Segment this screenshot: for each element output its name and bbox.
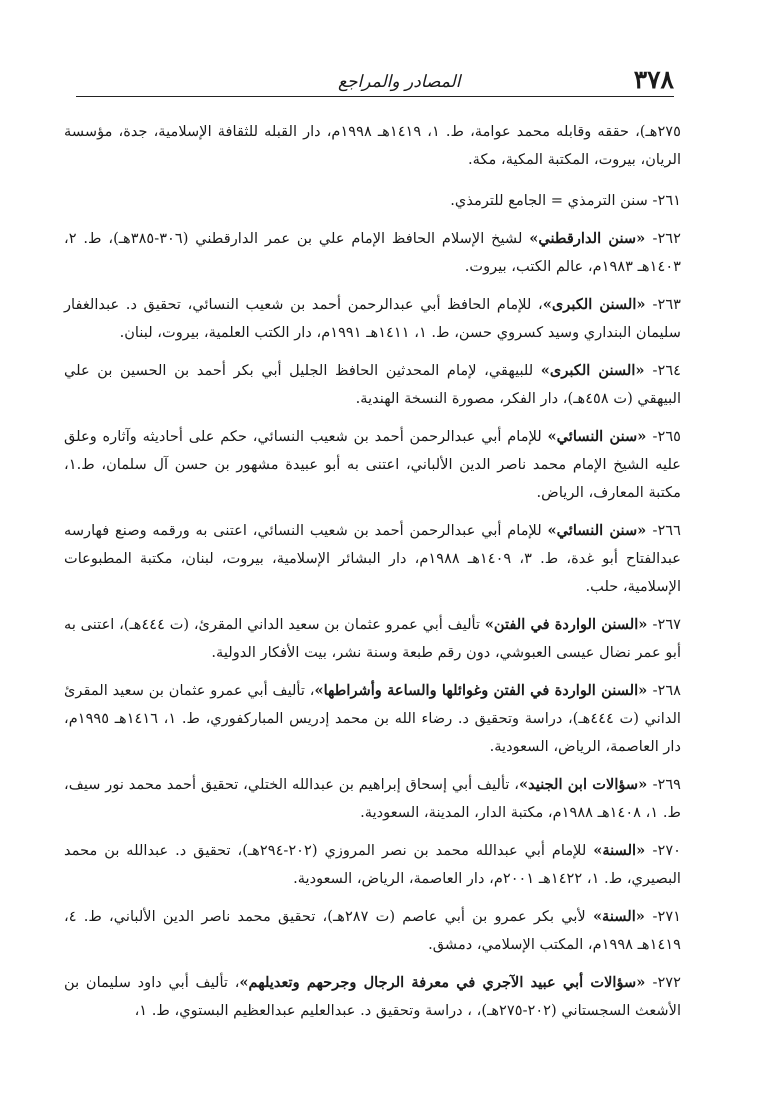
entry-details: للإمام أبي عبدالله محمد بن نصر المروزي (٢٠٢-٢٩٤هـ)، تحقيق د. عبدالله بن محمد البصيري، ط. ١، ١٤٢٢هـ ٢٠٠١م، دار العاصمة، الرياض، السعودية. [64, 842, 681, 887]
entry-title: «سنن الدارقطني» [529, 230, 653, 247]
bibliography-entry-263 [64, 291, 681, 347]
entry-details: ، تأليف أبي عمرو عثمان بن سعيد المقرئ الداني (ت ٤٤٤هـ)، دراسة وتحقيق د. رضاء الله بن محمد إدريس المباركفوري، ط. ١، ١٤١٦هـ ١٩٩٥م، دار العاصمة، الرياض، السعودية. [64, 682, 681, 755]
entry-number: ٢٧١- [652, 908, 681, 925]
bibliography-entry-264 [64, 357, 681, 413]
page-header [76, 62, 674, 97]
entry-title: «السنن الواردة في الفتن وغوائلها والساعة وأشراطها» [314, 682, 653, 699]
entry-number: ٢٦٥- [652, 428, 681, 445]
entry-title: «السنن الكبرى» [540, 362, 653, 379]
entry-title: «سنن النسائي» [547, 428, 653, 445]
entry-number: ٢٦٩- [652, 776, 682, 793]
bibliography-entry-271 [64, 903, 681, 959]
bibliography-entry-265 [64, 423, 681, 507]
entry-details: للإمام أبي عبدالرحمن أحمد بن شعيب النسائي، اعتنى به ورقمه وصنع فهارسه عبدالفتاح أبو غدة، ط. ٣، ١٤٠٩هـ ١٩٨٨م، دار البشائر الإسلامية، بيروت، لبنان، مكتبة المطبوعات الإسلامية، حلب. [64, 522, 681, 595]
bibliography-entry-270 [64, 837, 681, 893]
running-title: المصادر والمراجع [338, 72, 461, 92]
bibliography-entry-268 [64, 677, 681, 761]
entry-number: ٢٧٠- [652, 842, 681, 859]
entry-details: لشيخ الإسلام الحافظ الإمام علي بن عمر الدارقطني (٣٠٦-٣٨٥هـ)، ط. ٢، ١٤٠٣هـ ١٩٨٣م، عالم الكتب، بيروت. [64, 230, 681, 275]
bibliography-entry-continuation [64, 118, 681, 174]
bibliography-entry-261 [64, 187, 681, 215]
bibliography-entry-272 [64, 969, 681, 1025]
entry-title: «السنن الواردة في الفتن» [484, 616, 653, 633]
entry-details: للبيهقي، لإمام المحدثين الحافظ الجليل أبي بكر أحمد بن الحسين بن علي البيهقي (ت ٤٥٨هـ)، دار الفكر، مصورة النسخة الهندية. [64, 362, 681, 407]
entry-number: ٢٦٢- [652, 230, 681, 247]
entry-title: «السنة» [593, 842, 653, 859]
entry-details: ، تأليف أبي إسحاق إبراهيم بن عبدالله الختلي، تحقيق أحمد محمد نور سيف، ط. ١، ١٤٠٨هـ ١٩٨٨م، مكتبة الدار، المدينة، السعودية. [64, 776, 681, 821]
bibliography-entry-267 [64, 611, 681, 667]
entry-title: «سؤالات أبي عبيد الآجري في معرفة الرجال وجرحهم وتعديلهم» [239, 974, 653, 991]
bibliography-entry-262 [64, 225, 681, 281]
entry-title: «السنن الكبرى» [542, 296, 653, 313]
entry-number: ٢٦٧- [652, 616, 681, 633]
entry-details: للإمام أبي عبدالرحمن أحمد بن شعيب النسائي، حكم على أحاديثه وآثاره وعلق عليه الشيخ الإمام محمد ناصر الدين الألباني، اعتنى به أبو عبيدة مشهور بن حسن آل سلمان، ط.١، مكتبة المعارف، الرياض. [64, 428, 681, 501]
entry-details: ٢٧٥هـ)، حققه وقابله محمد عوامة، ط. ١، ١٤١٩هـ ١٩٩٨م، دار القبله للثقافة الإسلامية، جدة، مؤسسة الريان، بيروت، المكتبة المكية، مكة. [64, 123, 681, 168]
page-number: ٣٧٨ [633, 65, 674, 94]
entry-details: لأبي بكر عمرو بن أبي عاصم (ت ٢٨٧هـ)، تحقيق محمد ناصر الدين الألباني، ط. ٤، ١٤١٩هـ ١٩٩٨م، المكتب الإسلامي، دمشق. [64, 908, 681, 953]
entry-title: «السنة» [592, 908, 653, 925]
bibliography-entry-266 [64, 517, 681, 601]
bibliography-entry-269 [64, 771, 681, 827]
entry-number: ٢٦٦- [652, 522, 681, 539]
entry-number: ٢٦٤- [652, 362, 681, 379]
entry-number: ٢٦١- [652, 192, 681, 209]
entry-title: «سؤالات ابن الجنيد» [519, 776, 653, 793]
entry-details: تأليف أبي عمرو عثمان بن سعيد الداني المقرئ، (ت ٤٤٤هـ)، اعتنى به أبو عمر نضال عيسى العبوشي، دون رقم طبعة وسنة نشر، بيت الأفكار الدولية. [64, 616, 681, 661]
entry-title: «سنن النسائي» [547, 522, 653, 539]
entry-number: ٢٧٢- [652, 974, 681, 991]
entry-number: ٢٦٨- [652, 682, 682, 699]
entry-number: ٢٦٣- [652, 296, 681, 313]
bibliography-list [64, 118, 681, 1035]
entry-details: سنن الترمذي = الجامع للترمذي. [450, 192, 653, 209]
entry-details: ، تأليف أبي داود سليمان بن الأشعث السجستاني (٢٠٢-٢٧٥هـ)، ، دراسة وتحقيق د. عبدالعليم عبدالعظيم البستوي، ط. ١، [64, 974, 681, 1019]
entry-details: ، للإمام الحافظ أبي عبدالرحمن أحمد بن شعيب النسائي، تحقيق د. عبدالغفار سليمان البنداري وسيد كسروي حسن، ط. ١، ١٤١١هـ ١٩٩١م، دار الكتب العلمية، بيروت، لبنان. [64, 296, 681, 341]
